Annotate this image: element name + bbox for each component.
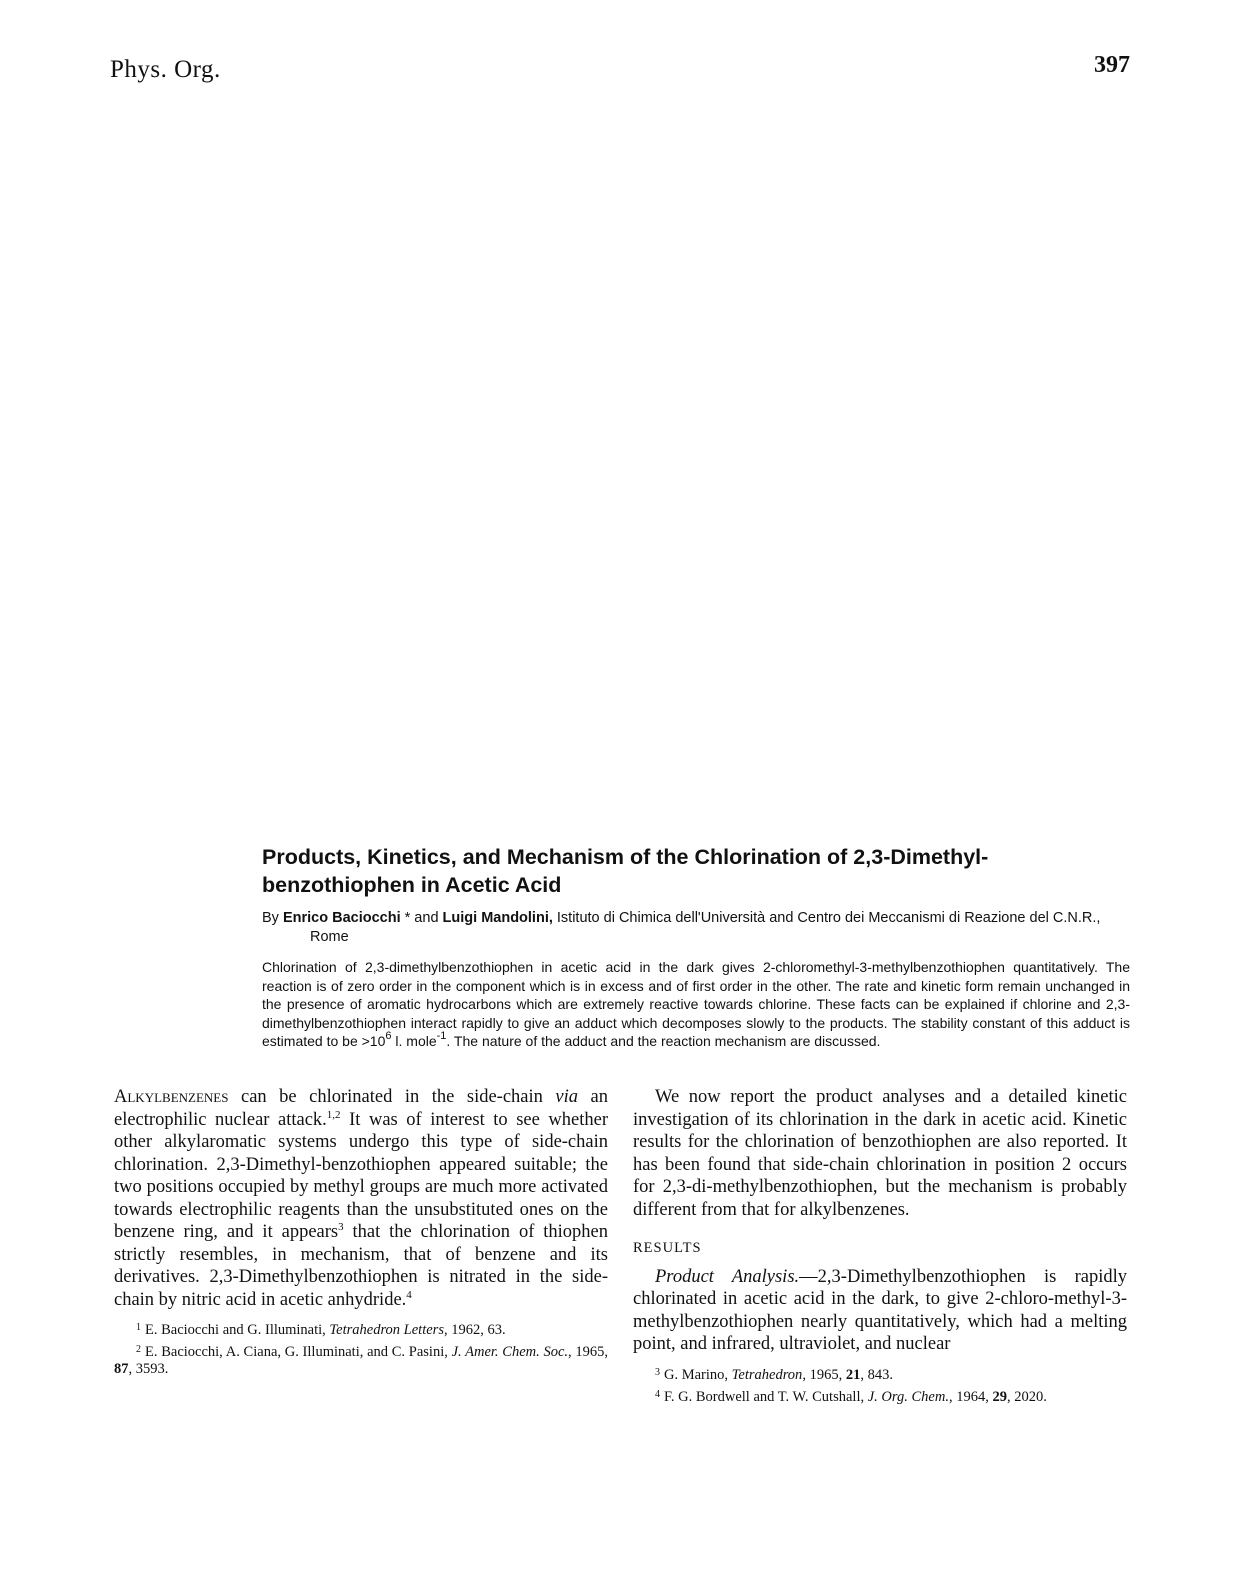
- text-run: , 843.: [860, 1366, 893, 1383]
- italic-via: via: [555, 1087, 579, 1107]
- volume: 21: [845, 1366, 861, 1383]
- right-column: [633, 1086, 1127, 1408]
- text-run: can be chlorinated in the side-chain: [228, 1087, 556, 1107]
- reference-mark: 1,2: [326, 1108, 341, 1121]
- text-run: , 1964,: [948, 1388, 993, 1405]
- left-paragraph-1: [114, 1086, 608, 1311]
- text-run: that the chlorination of thiophen strictly resembles, in mechanism, that of benzene and its derivatives. 2,3-Dimethylbenzothiophen is nitrated in the side-chain by nitric acid in acetic anhydride.: [114, 1222, 608, 1310]
- text-run: , 2020.: [1006, 1388, 1047, 1405]
- abstract: [262, 958, 1130, 1051]
- left-footnotes: [114, 1319, 608, 1378]
- reference-mark: 3: [338, 1221, 344, 1233]
- footnote-number: 2: [136, 1344, 141, 1355]
- author-2: Luigi Mandolini,: [442, 910, 553, 926]
- byline-by: By: [262, 910, 283, 926]
- text-run: It was of interest to see whether other alkylaromatic systems undergo this type of side-chain chlorination. 2,3-Dimethyl-benzothiophen appeared suitable; the two positions occupied by methyl groups are much more activated towards electrophilic reagents than the unsubstituted ones on the benzene ring, and it appears: [114, 1109, 608, 1242]
- abstract-part-b: l. mole: [391, 1033, 437, 1049]
- journal-section: Phys. Org.: [110, 56, 221, 83]
- abstract-superscript-2: -1: [436, 1030, 447, 1042]
- right-footnotes: [633, 1364, 1127, 1406]
- lead-word: Alkylbenzenes: [114, 1087, 229, 1107]
- footnote-2: [114, 1341, 608, 1378]
- right-paragraph-2: [633, 1266, 1127, 1356]
- journal-name: J. Amer. Chem. Soc.: [451, 1344, 569, 1360]
- abstract-part-a: Chlorination of 2,3-dimethylbenzothiophen in acetic acid in the dark gives 2-chloromethyl-3-methylbenzothiophen quantitatively. The reaction is of zero order in the component which is in excess and of first order in the other. The rate and kinetic form remain unchanged in the presence of aromatic hydrocarbons which are extremely reactive towards chlorine. These facts can be explained if chlorine and 2,3-dimethylbenzothiophen interact rapidly to give an adduct which decomposes slowly to the products. The stability constant of this adduct is estimated to be >10: [262, 959, 1130, 1049]
- title-block: [262, 843, 1130, 1051]
- author-1-mark: *: [400, 910, 411, 926]
- text-run: F. G. Bordwell and T. W. Cutshall,: [664, 1388, 868, 1405]
- abstract-part-c: . The nature of the adduct and the reaction mechanism are discussed.: [446, 1033, 881, 1049]
- affiliation: Istituto di Chimica dell'Università and Centro dei Meccanismi di Reazione del C.N.R., Rome: [310, 910, 1101, 945]
- journal-name: Tetrahedron Letters: [329, 1322, 444, 1338]
- text-run: —2,3-Dimethylbenzothiophen is rapidly chlorinated in acetic acid in the dark, to give 2-chloro-methyl-3-methylbenzothiophen nearly quantitatively, which had a melting point, and infrared, ultraviolet, and nuclear: [633, 1266, 1127, 1354]
- left-column: [114, 1086, 608, 1380]
- journal-name: Tetrahedron: [731, 1366, 803, 1383]
- text-run: , 1965,: [802, 1366, 846, 1383]
- paragraph-heading: Product Analysis.: [655, 1266, 800, 1287]
- footnote-1: [114, 1319, 608, 1339]
- text-run: an electrophilic nuclear attack.: [114, 1087, 608, 1130]
- reference-mark: 4: [406, 1288, 412, 1301]
- footnote-number: 3: [655, 1366, 660, 1378]
- volume: 87: [114, 1361, 129, 1377]
- author-1: Enrico Baciocchi: [282, 910, 401, 926]
- text-run: , 1965,: [568, 1344, 608, 1360]
- footnote-3: [633, 1364, 1127, 1384]
- section-heading: RESULTS: [633, 1240, 702, 1256]
- text-run: E. Baciocchi and G. Illuminati,: [145, 1322, 330, 1338]
- text-run: , 3593.: [128, 1361, 169, 1377]
- volume: 29: [992, 1388, 1007, 1405]
- text-run: G. Marino,: [664, 1366, 732, 1383]
- text-run: E. Baciocchi, A. Ciana, G. Illuminati, and C. Pasini,: [145, 1344, 452, 1360]
- journal-name: J. Org. Chem.: [867, 1388, 949, 1405]
- abstract-superscript-1: 6: [385, 1030, 392, 1042]
- text-run: , 1962, 63.: [443, 1322, 506, 1338]
- byline-and: and: [410, 910, 443, 926]
- right-paragraph-1: We now report the product analyses and a detailed kinetic investigation of its chlorination in the dark in acetic acid. Kinetic results for the chlorination of benzothiophen are also reported. It has been found that side-chain chlorination in position 2 occurs for 2,3-di-methylbenzothiophen, but the mechanism is probably different from that for alkylbenzenes.: [633, 1087, 1127, 1220]
- footnote-4: [633, 1386, 1127, 1406]
- running-head: [110, 52, 1130, 92]
- page-number: 397: [1094, 52, 1130, 78]
- byline: [262, 909, 1130, 947]
- article-title: Products, Kinetics, and Mechanism of the Chlorination of 2,3-Dimethyl-benzothiophen in Acetic Acid: [262, 845, 989, 897]
- footnote-number: 4: [655, 1388, 660, 1400]
- footnote-number: 1: [136, 1322, 141, 1333]
